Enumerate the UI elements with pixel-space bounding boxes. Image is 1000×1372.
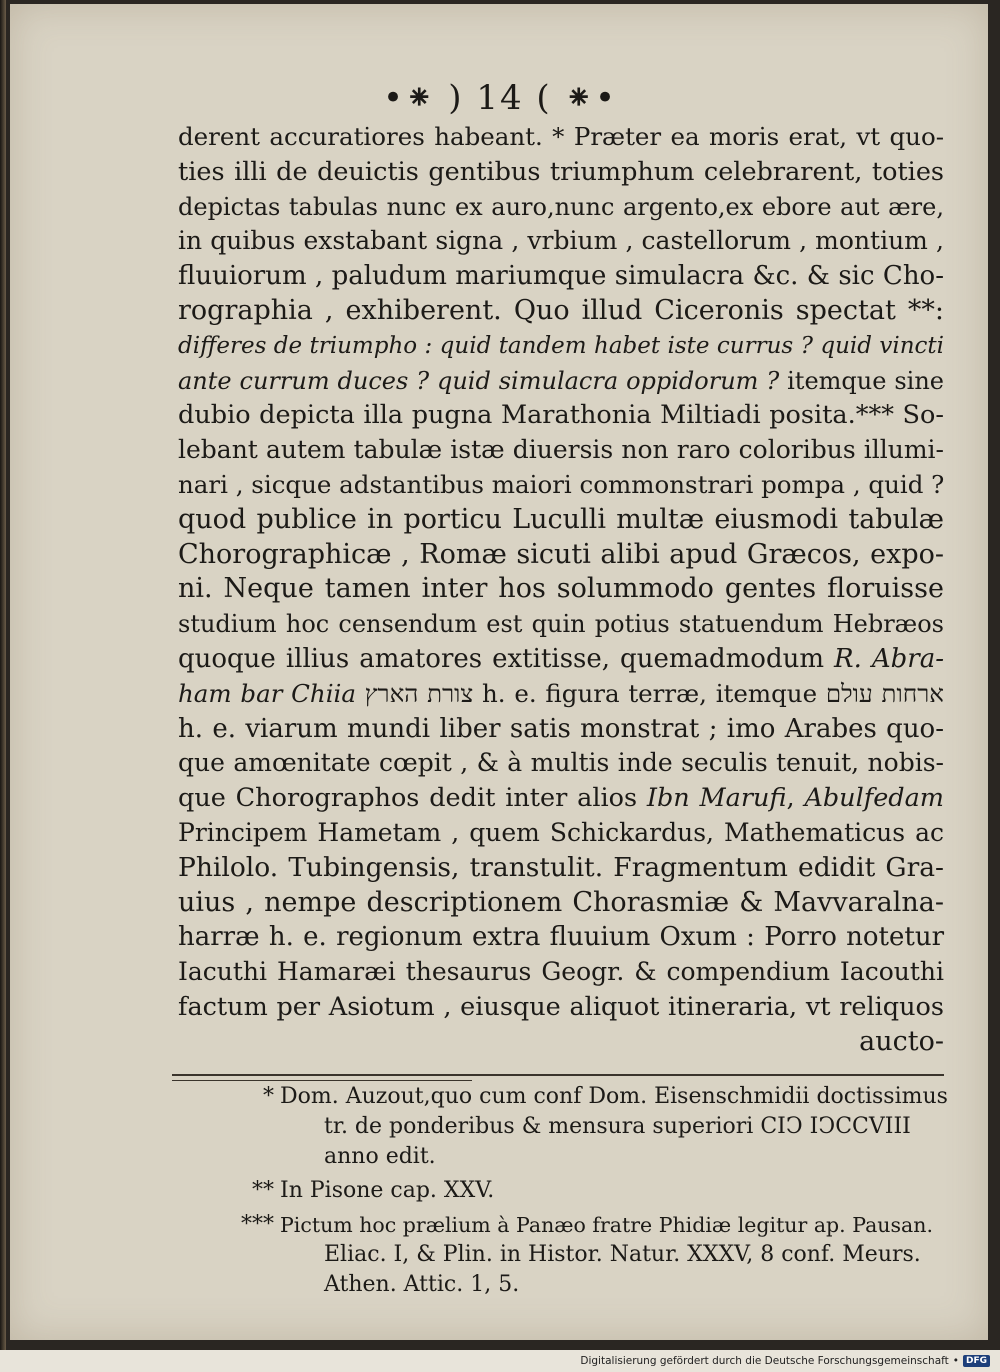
italic-quote: ante currum duces ? quid simulacra oppidorum ? [178, 366, 780, 395]
footnote-line: tr. de ponderibus & mensura superiori CIↃ IↃCCVIII [324, 1114, 911, 1139]
body-line: Principem Hametam , quem Schickardus, Mathematicus ac [178, 817, 944, 847]
hebrew-title: צורת הארץ [364, 678, 474, 708]
body-line-mixed [178, 364, 944, 399]
footnote-line: Eliac. I, & Plin. in Histor. Natur. XXXV, 8 conf. Meurs. [324, 1242, 921, 1267]
footnote-line: Pictum hoc prælium à Panæo fratre Phidiæ legitur ap. Pausan. [280, 1213, 933, 1237]
body-line: nari , sicque adstantibus maiori commonstrari pompa , quid ? [178, 469, 945, 499]
footnote-line: anno edit. [324, 1144, 436, 1169]
author-name: Ibn Marufi [646, 783, 787, 814]
body-line: h. e. viarum mundi liber satis monstrat ; imo Arabes quo- [178, 713, 944, 744]
body-line: ni. Neque tamen inter hos solummodo gentes floruisse [178, 573, 944, 605]
book-spine [0, 0, 6, 1350]
author-name: R. Abra- [834, 643, 944, 674]
footnote-rule [172, 1074, 944, 1076]
hebrew-title: ארחות עולם [825, 678, 944, 708]
footnote-line: Athen. Attic. 1, 5. [324, 1272, 520, 1297]
body-line: in quibus exstabant signa , vrbium , castellorum , montium , [178, 226, 944, 256]
body-fragment: que Chorographos dedit inter alios [178, 783, 638, 814]
body-line: ties illi de deuictis gentibus triumphum celebrarent, toties [178, 156, 944, 187]
footnote-mark: *** [241, 1212, 274, 1237]
body-line: lebant autem tabulæ istæ diuersis non raro coloribus illumi- [178, 435, 944, 465]
footnotes [228, 1082, 948, 1304]
body-line: dubio depicta illa pugna Marathonia Miltiadi posita.*** So- [178, 400, 944, 431]
body-line: Iacuthi Hamaræi thesaurus Geogr. & compendium Iacouthi [178, 957, 944, 987]
footer-credit: Digitalisierung gefördert durch die Deutsche Forschungsgemeinschaft [580, 1355, 949, 1367]
body-line-mixed: que Chorographos dedit inter alios Ibn Marufi, Abulfedam [178, 783, 944, 814]
footnote-line: Dom. Auzout,quo cum conf Dom. Eisenschmidii doctissimus [280, 1084, 948, 1109]
body-line: Philolo. Tubingensis, transtulit. Fragmentum edidit Gra- [178, 851, 944, 883]
digitization-footer: Digitalisierung gefördert durch die Deutsche Forschungsgemeinschaft • DFG [580, 1355, 990, 1367]
body-text [178, 120, 944, 1060]
footnote-line: In Pisone cap. XXV. [280, 1178, 495, 1203]
body-line: fluuiorum , paludum mariumque simulacra &c. & sic Cho- [178, 261, 944, 292]
body-line-mixed [178, 677, 944, 712]
author-name: ham bar Chiia [178, 678, 356, 708]
footnote-mark: * [263, 1084, 274, 1109]
body-line: harræ h. e. regionum extra fluuium Oxum : Porro notetur [178, 922, 944, 953]
catchword: aucto- [859, 1025, 944, 1057]
body-fragment: quoque illius amatores extitisse, quemadmodum [178, 643, 824, 674]
body-line: uius , nempe descriptionem Chorasmiæ & Mavvaralna- [178, 886, 944, 918]
page-header: •⁕ ) 14 ( ⁕• [382, 78, 618, 118]
body-line: rographia , exhiberent. Quo illud Ciceronis spectat **: [178, 294, 944, 326]
author-name: Abulfedam [804, 783, 944, 814]
dfg-logo-icon: DFG [963, 1355, 990, 1367]
footnote-mark: ** [252, 1178, 274, 1203]
body-line: derent accuratiores habeant. * Præter ea moris erat, vt quo- [178, 122, 944, 151]
footnote-rule-short [172, 1080, 472, 1081]
body-line: studium hoc censendum est quin potius statuendum Hebræos [178, 610, 944, 639]
footnote [228, 1082, 948, 1172]
body-line-italic: differes de triumpho : quid tandem habet iste currus ? quid vincti [178, 332, 944, 359]
body-line-mixed [178, 642, 944, 677]
footnote [228, 1210, 948, 1300]
footnote [228, 1176, 948, 1206]
body-line: quod publice in porticu Luculli multæ eiusmodi tabulæ [178, 503, 944, 535]
body-line: que amœnitate cœpit , & à multis inde seculis tenuit, nobis- [178, 748, 944, 778]
body-line: Chorographicæ , Romæ sicuti alibi apud Græcos, expo- [178, 538, 944, 570]
body-line: factum per Asiotum , eiusque aliquot itineraria, vt reliquos [178, 991, 944, 1022]
body-line: depictas tabulas nunc ex auro,nunc argento,ex ebore aut ære, [178, 192, 944, 221]
body-fragment: itemque sine [787, 366, 944, 395]
body-fragment: h. e. figura terræ, itemque [482, 678, 818, 708]
